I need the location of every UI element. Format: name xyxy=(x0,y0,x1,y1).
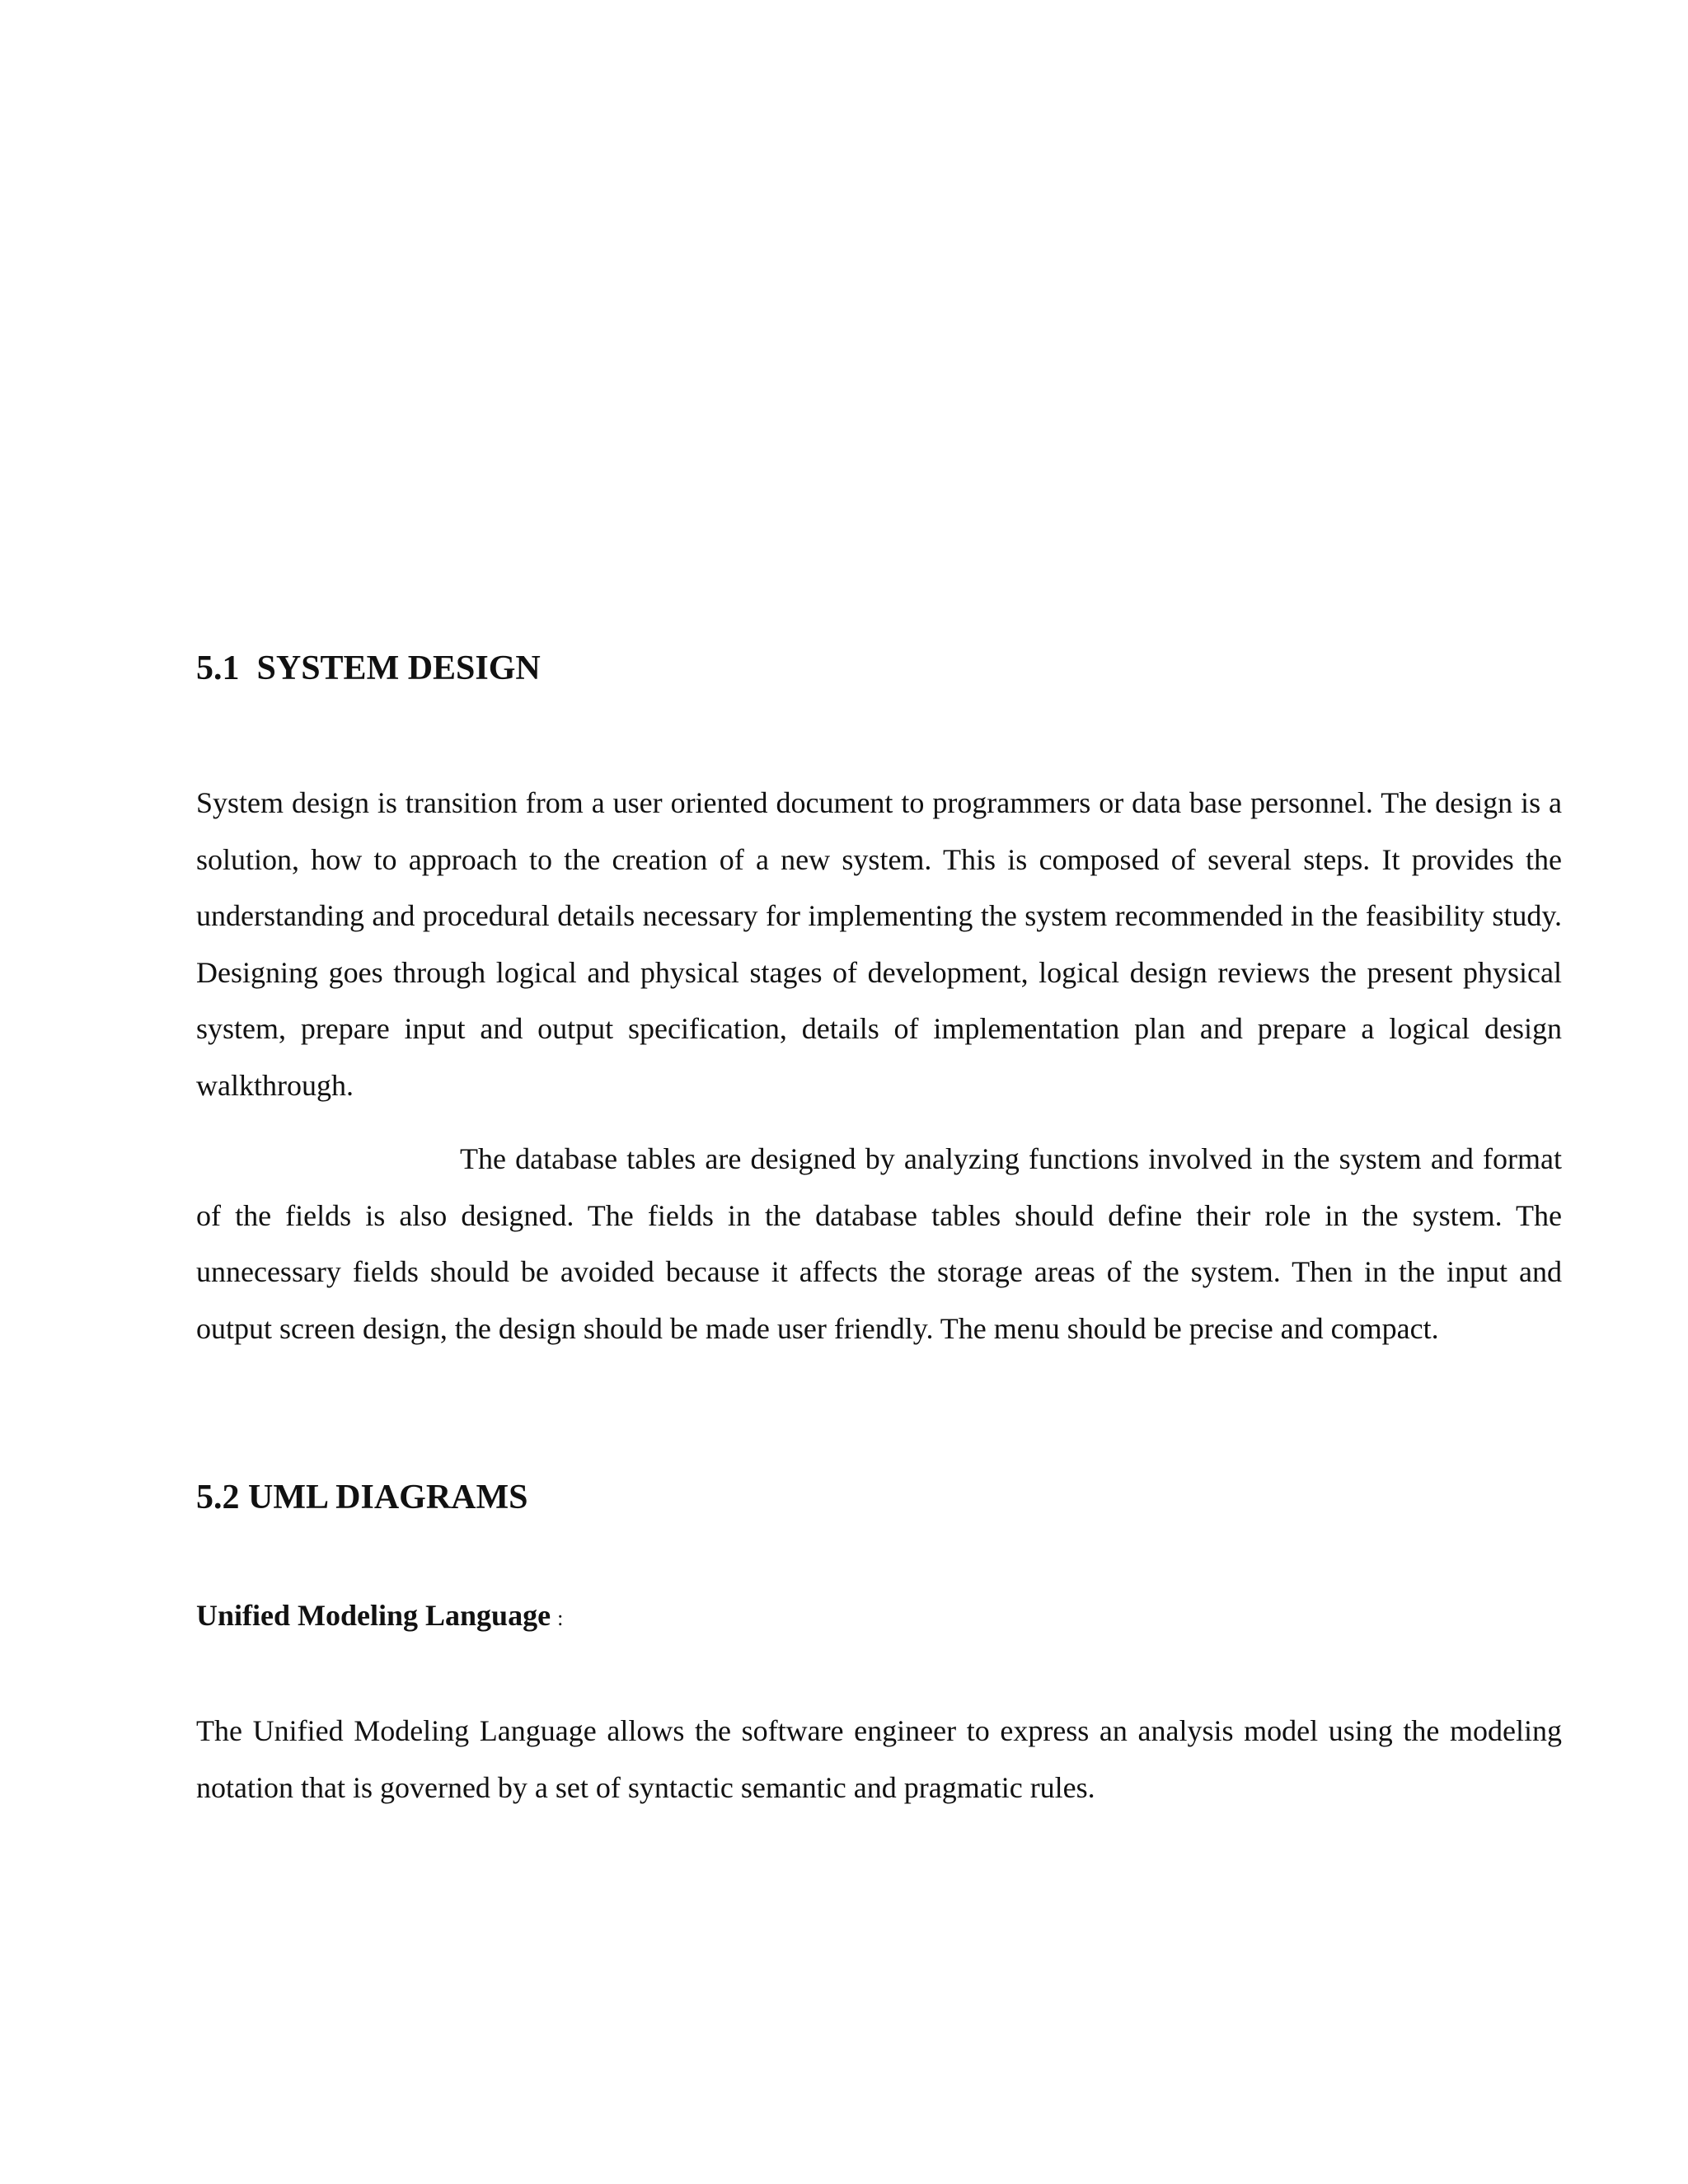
subheading-text: Unified Modeling Language xyxy=(196,1599,551,1632)
section-heading-uml-diagrams: 5.2 UML DIAGRAMS xyxy=(196,1479,528,1516)
uml-paragraph-1: The Unified Modeling Language allows the software engineer to express an analysis model using the modeling notation that is governed by a set of syntactic semantic and pragmatic rules. xyxy=(196,1714,1562,1804)
subheading-colon: : xyxy=(557,1606,564,1630)
system-design-paragraph-2: The database tables are designed by analyzing functions involved in the system and format of the fields is also designed. The fields in the database tables should define their role in the system. The unnecessary fields should be avoided because it affects the storage areas of the system. Then in the input and output screen design, the design should be made user friendly. The menu should be precise and compact. xyxy=(196,1142,1562,1345)
system-design-paragraph-1: System design is transition from a user oriented document to programmers or data base personnel. The design is a solution, how to approach to the creation of a new system. This is composed of several steps. It provides the understanding and procedural details necessary for implementing the system recommended in the feasibility study. Designing goes through logical and physical stages of development, logical design reviews the present physical system, prepare input and output specification, details of implementation plan and prepare a logical design walkthrough. xyxy=(196,786,1562,1102)
section-heading-system-design: 5.1 SYSTEM DESIGN xyxy=(196,649,541,687)
subheading-unified-modeling-language xyxy=(196,1601,1562,1630)
